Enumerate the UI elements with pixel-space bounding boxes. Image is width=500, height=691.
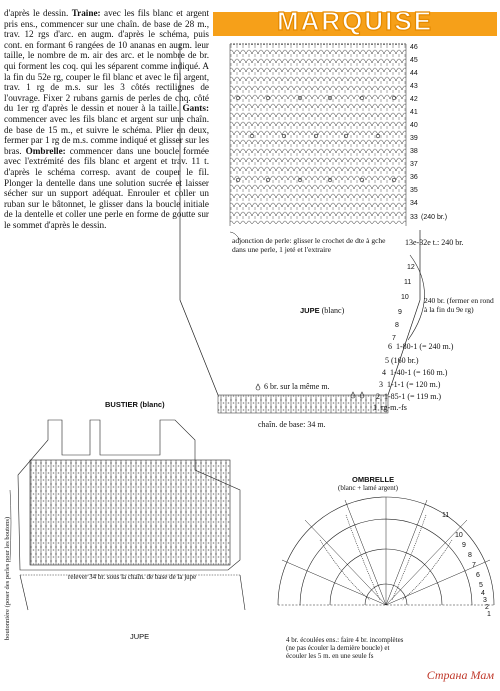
row-number: 8 (468, 552, 472, 559)
page-title: MARQUISE (276, 6, 434, 36)
row-number: 33 (410, 214, 418, 221)
row-number: 35 (410, 187, 418, 194)
jupe-color: (blanc) (321, 306, 345, 315)
row1-count: 1-85-1 (= 119 m.) (384, 392, 442, 401)
row-number: 1 (487, 611, 491, 618)
row-number (379, 380, 440, 389)
row-number: 41 (410, 109, 418, 116)
row-240-note: 240 br. (fermer en rond à la fin du 9e rg) (424, 296, 494, 314)
traine-text: avec les fils blanc et argent pris ens., commencer sur une chaîn. de base de 28 m., trav. 12 rgs d'arc. en augm. d'après le schéma, puis cont. en formant 6 rangées de 10 ananas en augm. leur taille, le nombre de m. air des arc. et le nombre de br. qui forment les coq. qui les séparent comme indiqué. A la fin du 52e rg, couper le fil blanc et avec le fil argent, trav. 1 rg de m.s. sur les 3 côtés rectilignes de l'ouvrage. Fixer 2 rubans garnis de perles de chq. côté du 1er rg d'après le dessin et nouer à la taille. (4, 8, 210, 114)
row-number: 4 (481, 590, 485, 597)
row-number: 45 (410, 57, 418, 64)
row6-count: 1-80-1 (= 240 m.) (396, 342, 454, 351)
relever-note: relever 34 br. sous la chaîn. de base de la jupe (68, 573, 197, 581)
rg-ms-label: rg-m.-fs (381, 403, 407, 412)
row-number: 4 (382, 368, 386, 377)
perle-note: adjonction de perle: glisser le crochet de dte à gche dans une perle, 1 jeté et l'extraire (232, 236, 386, 254)
row-number: 10 (455, 532, 463, 539)
row-number: 42 (410, 96, 418, 103)
ombrelle-subtitle: (blanc + lamé argent) (338, 484, 398, 492)
row-number: 8 (395, 322, 399, 329)
row4-count: 1-40-1 (= 160 m.) (390, 368, 448, 377)
gants-text: commencer avec les fils blanc et argent sur une chaîn. de base de 15 m., et suivre le schéma. Plier en deux, fermer par 1 rg de m.s. comme indiqué et glisser sur les bras. (4, 113, 209, 156)
row-number: 37 (410, 161, 418, 168)
jupe-label: JUPE (300, 306, 320, 315)
row-number: 10 (401, 294, 409, 301)
row-number: 6 (476, 572, 480, 579)
row-number (373, 403, 407, 412)
jupe-top-mesh (230, 44, 406, 226)
row-number: 12 (407, 264, 415, 271)
traine-heading: Traine: (71, 8, 101, 18)
row-number: 7 (472, 562, 476, 569)
chain-label: chaîn. de base: 34 m. (258, 420, 326, 429)
ombrelle-text: commencer dans une boucle formée avec l'extrémité des fils blanc et argent et trav. 11 t. d'après le schéma corresp. avant de couper le fil. Plonger la dentelle dans une solution sucrée et laisser sécher sur un support adéquat. Enrouler et coller un ruban sur le bâtonnet, le glisser dans la boucle initiale de la dentelle et coller une perle en forme de goutte sur le sommet d'après le dessin. (4, 145, 210, 230)
row-number: 2 (376, 392, 380, 401)
row-number: 44 (410, 70, 418, 77)
row-number: 36 (410, 174, 418, 181)
row-number: 3 (483, 597, 487, 604)
row-number: 3 (379, 380, 383, 389)
ombrelle-note: 4 br. écoulées ens.: faire 4 br. incomplètes (ne pas écouler la dernière boucle) et écouler les 5 m. en une seule fs (286, 636, 404, 660)
row-number (382, 368, 447, 377)
row33-note: (240 br.) (421, 214, 448, 221)
bustier-title: BUSTIER (blanc) (105, 400, 165, 409)
row-number (376, 392, 441, 401)
row5-count: (160 br.) (391, 356, 419, 365)
row-number: 7 (392, 335, 396, 342)
ombrelle-diagram (278, 497, 494, 605)
ombrelle-heading: Ombrelle: (25, 145, 66, 156)
ombrelle-title: OMBRELLE (352, 475, 395, 484)
text-intro: d'après le dessin. (4, 8, 69, 18)
row-number: 1 (373, 403, 377, 412)
bustier-jupe-label: JUPE (130, 632, 150, 641)
watermark-text: Страна Мам (426, 668, 494, 682)
rows-13-32-note: 13e-32e t.: 240 br. (405, 238, 464, 247)
row-number: 11 (442, 512, 450, 519)
row-number: 40 (410, 122, 418, 129)
row-number: 34 (410, 200, 418, 207)
row-number (385, 356, 419, 365)
six-br-note: 6 br. sur la même m. (264, 382, 330, 391)
row-number: 5 (385, 356, 389, 365)
row-number: 9 (462, 542, 466, 549)
row-number: 43 (410, 83, 418, 90)
boutonniere-note: boutonnière (poser des perles pour les boutons) (4, 516, 11, 640)
row-number: 2 (485, 604, 489, 611)
jupe-title (300, 306, 344, 315)
row-number: 46 (410, 44, 418, 51)
row-number: 5 (479, 582, 483, 589)
row-number: 9 (398, 309, 402, 316)
row-number (388, 342, 453, 351)
row-number: 11 (404, 279, 412, 286)
gants-heading: Gants: (182, 103, 209, 114)
row-number: 6 (388, 342, 392, 351)
row2-count: 1-1-1 (= 120 m.) (387, 380, 441, 389)
row-number: 38 (410, 148, 418, 155)
row-number: 39 (410, 135, 418, 142)
